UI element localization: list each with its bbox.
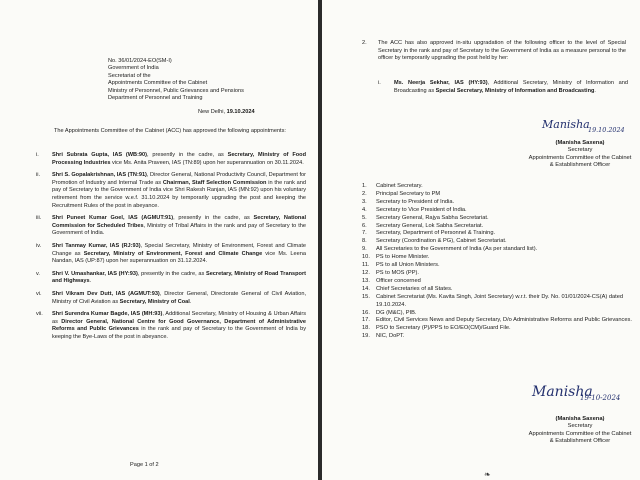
item-number: 7.	[362, 230, 367, 237]
file-number: No. 36/01/2024-EO(SM-I)	[108, 58, 172, 64]
issue-date: New Delhi, 19.10.2024	[198, 109, 255, 115]
item-number: 17.	[362, 317, 370, 324]
item-number: 16.	[362, 309, 370, 316]
item-number: 5.	[362, 214, 367, 221]
item-text: Secretary, Department of Personnel & Training.	[376, 230, 496, 237]
item-text: DG (M&C), PIB.	[376, 309, 417, 316]
signature-date: 19-10-2024	[580, 394, 621, 402]
item-text: Principal Secretary to PM	[376, 190, 441, 197]
item-number: 9.	[362, 246, 367, 253]
item-text: PS to MOS (PP).	[376, 269, 419, 276]
item-number: 2.	[362, 190, 367, 197]
list-item	[362, 317, 634, 325]
list-item: i. Ms. Neerja Sekhar, IAS (HY:93), Additional Secretary, Ministry of Information and Broadcasting as Special Secretary, Ministry of Information and Broadcasting.	[378, 80, 628, 94]
list-item	[362, 286, 634, 294]
header-line: Secretariat of the	[108, 72, 151, 79]
item-text: Secretary (Coordination & PG), Cabinet Secretariat.	[376, 238, 507, 245]
item-text: NIC, DoPT.	[376, 333, 405, 340]
item-number: 19.	[362, 333, 370, 340]
list-item	[362, 230, 634, 238]
item-text: PSO to Secretary (P)/PPS to EO/EO(CM)/Guard File.	[376, 325, 511, 332]
item-text: Secretary to Vice President of India.	[376, 206, 467, 213]
item-text: Chief Secretaries of all States.	[376, 285, 453, 292]
list-item	[362, 207, 634, 215]
list-item: iii. Shri Puneet Kumar Goel, IAS (AGMUT:91), presently in the cadre, as Secretary, National Commission for Scheduled Tribes, Ministry of Tribal Affairs in the rank and pay of Secretary to the Government of India.	[36, 215, 307, 237]
item-number: 13.	[362, 277, 370, 284]
list-item: iv. Shri Tanmay Kumar, IAS (RJ:93), Special Secretary, Ministry of Environment, Forest and Climate Change as Secretary, Ministry of Environment, Forest and Climate Change vice Ms. Leena Nandan, IAS (UP:87) upon her superannuation on 31.12.2024.	[36, 242, 306, 265]
item-number: 10.	[362, 254, 370, 261]
header-line: Government of India	[108, 65, 159, 72]
item-text: All Secretaries to the Government of India (As per standard list).	[376, 246, 538, 253]
item-number: 14.	[362, 285, 370, 292]
list-item	[362, 254, 634, 262]
list-item	[362, 333, 634, 341]
list-item	[362, 270, 634, 278]
list-item: vi. Shri Vikram Dev Dutt, IAS (AGMUT:93), Director General, Directorate General of Civil Aviation, Ministry of Civil Aviation as Secretary, Ministry of Coal.	[36, 290, 306, 305]
list-item	[362, 215, 634, 223]
item-text: Secretary General, Rajya Sabha Secretariat.	[376, 214, 489, 221]
letter-header	[108, 58, 308, 102]
item-text: Cabinet Secretariat (Ms. Kavita Singh, Joint Secretary) w.r.t. their Dy. No. 01/01/2024-CS(A) dated 19.10.2024.	[376, 293, 624, 308]
paragraph-2: 2. The ACC has also approved in-situ upgradation of the following officer to the level of Special Secretary in the rank and pay of Secretary to the Government of India as a measure personal to the officer by temporarily upgrading the post held by her:	[362, 40, 626, 62]
item-number: 18.	[362, 325, 370, 332]
list-item	[362, 199, 634, 207]
signature-block: (Manisha Saxena) Secretary Appointments Committee of the Cabinet & Establishment Officer	[528, 416, 632, 445]
order-page-1	[0, 0, 318, 480]
list-item: i. Shri Subrata Gupta, IAS (WB:90), presently in the cadre, as Secretary, Ministry of Food Processing Industries vice Ms. Anita Praveen, IAS (TN:89) upon her superannuation on 30.11.2024.	[36, 152, 306, 166]
list-item	[362, 310, 634, 318]
list-item	[362, 325, 634, 333]
item-number: 6.	[362, 222, 367, 229]
list-item: vii. Shri Surendra Kumar Bagde, IAS (MH:93), Additional Secretary, Ministry of Housing & Urban Affairs as Director General, National Centre for Good Governance, Department of Administrative Reforms and Public Grievances in the rank and pay of Secretary to the Government of India by keeping the Bye-Laws of the post in abeyance.	[36, 311, 307, 340]
list-item: v. Shri V. Umashankar, IAS (HY:93), presently in the cadre, as Secretary, Ministry of Road Transport and Highways.	[36, 270, 306, 285]
item-number: 3.	[362, 198, 367, 205]
handwritten-signature: Manisha	[542, 118, 590, 131]
list-item	[362, 183, 634, 191]
header-line: Department of Personnel and Training	[108, 95, 203, 102]
page-number: Page 1 of 2	[130, 462, 159, 468]
header-line: Ministry of Personnel, Public Grievances and Pensions	[108, 87, 244, 94]
item-text: Secretary General, Lok Sabha Secretariat.	[376, 222, 484, 229]
page-mark: ❧	[484, 470, 491, 479]
list-item	[362, 262, 634, 270]
appointment-list	[36, 152, 306, 346]
item-text: PS to all Union Ministers.	[376, 262, 440, 269]
signature-block: (Manisha Saxena) Secretary Appointments Committee of the Cabinet & Establishment Officer	[528, 140, 632, 169]
item-text: Cabinet Secretary.	[376, 183, 423, 189]
list-item	[362, 278, 634, 286]
list-item	[362, 238, 634, 246]
intro-paragraph: The Appointments Committee of the Cabinet (ACC) has approved the following appointments:	[54, 128, 286, 134]
copy-to-list	[362, 183, 634, 341]
item-number: 15.	[362, 293, 370, 300]
handwritten-signature: Manisha	[532, 384, 593, 400]
item-number: 1.	[362, 183, 367, 189]
item-text: Editor, Civil Services News and Deputy Secretary, D/o Administrative Reforms and Public Grievances.	[376, 317, 632, 324]
list-item	[362, 223, 634, 231]
item-text: Secretary to President of India.	[376, 198, 455, 205]
list-item: ii. Shri S. Gopalakrishnan, IAS (TN:91), Director General, National Productivity Council, Department for Promotion of Industry and Internal Trade as Chairman, Staff Selection Commission in the rank and pay of Secretary to the Government of India vice Shri Rakesh Ranjan, IAS (MN:92) upon his voluntary retirement from the service w.e.f. 31.10.2024 by temporarily upgrading the post and keeping the Recruitment Rules of the post in abeyance.	[36, 172, 307, 209]
header-line: Appointments Committee of the Cabinet	[108, 80, 208, 87]
signature-date: 19.10.2024	[588, 126, 625, 134]
list-item	[362, 246, 634, 254]
item-text: Officer concerned	[376, 277, 421, 284]
item-number: 8.	[362, 238, 367, 245]
item-text: PS to Home Minister.	[376, 254, 430, 261]
list-item	[362, 191, 634, 199]
order-page-2	[322, 0, 640, 480]
item-number: 12.	[362, 269, 370, 276]
item-number: 4.	[362, 206, 367, 213]
item-number: 11.	[362, 262, 370, 269]
list-item	[362, 294, 634, 310]
